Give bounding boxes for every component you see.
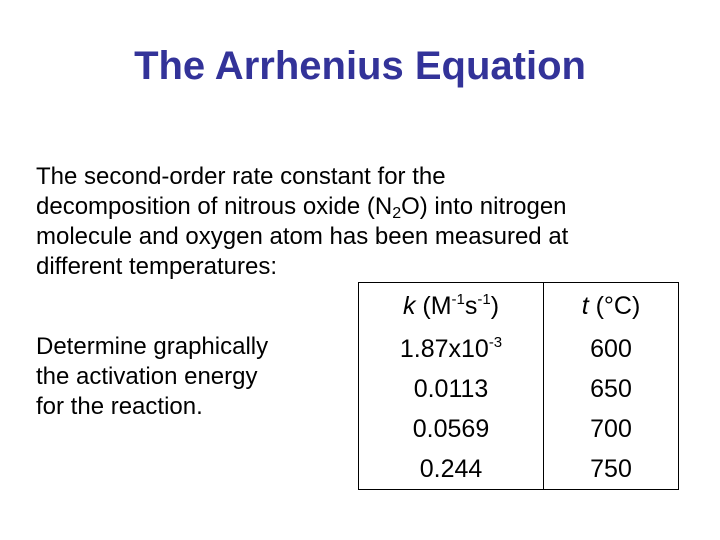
task-line: the activation energy — [36, 363, 258, 390]
task-line: for the reaction. — [36, 393, 203, 420]
k-value-cell — [359, 409, 544, 449]
intro-line — [36, 162, 686, 192]
subscript: 2 — [392, 205, 402, 222]
task-line: Determine graphically — [36, 333, 269, 360]
k-value-cell — [359, 449, 544, 490]
k-symbol: k — [402, 291, 416, 320]
slide-title: The Arrhenius Equation — [134, 44, 586, 88]
k-value-cell — [359, 369, 544, 409]
table-row — [359, 449, 679, 490]
k-value: 0.244 — [419, 454, 483, 483]
rate-constant-table — [358, 282, 679, 490]
intro-text: molecule and oxygen atom has been measured at — [36, 223, 569, 250]
t-symbol: t — [581, 291, 589, 320]
intro-text: O) into nitrogen — [401, 193, 567, 220]
k-value: 0.0113 — [413, 374, 489, 403]
table-row — [359, 329, 679, 369]
k-value: 0.0569 — [412, 414, 490, 443]
task-paragraph — [36, 332, 336, 422]
intro-text: different temperatures: — [36, 253, 278, 280]
header-temperature — [544, 283, 679, 330]
table-row — [359, 409, 679, 449]
intro-line — [36, 222, 686, 252]
table-row — [359, 369, 679, 409]
intro-text: decomposition of nitrous oxide (N — [36, 193, 393, 220]
t-value-cell: 750 — [544, 449, 679, 490]
superscript: -1 — [451, 290, 465, 308]
t-value-cell: 700 — [544, 409, 679, 449]
k-value-cell — [359, 329, 544, 369]
k-value: 1.87x10 — [399, 334, 489, 363]
header-text: (M — [415, 291, 452, 320]
intro-line — [36, 192, 686, 222]
header-rate-constant — [359, 283, 544, 330]
t-value-cell: 600 — [544, 329, 679, 369]
header-text: s — [464, 291, 478, 320]
header-text: ) — [490, 291, 500, 320]
intro-text: The second-order rate constant for the — [36, 163, 446, 190]
superscript: -1 — [477, 290, 491, 308]
header-text: (°C) — [588, 291, 641, 320]
superscript: -3 — [488, 333, 503, 351]
table-header-row — [359, 283, 679, 330]
t-value-cell: 650 — [544, 369, 679, 409]
intro-line — [36, 252, 686, 282]
intro-paragraph — [36, 162, 686, 282]
